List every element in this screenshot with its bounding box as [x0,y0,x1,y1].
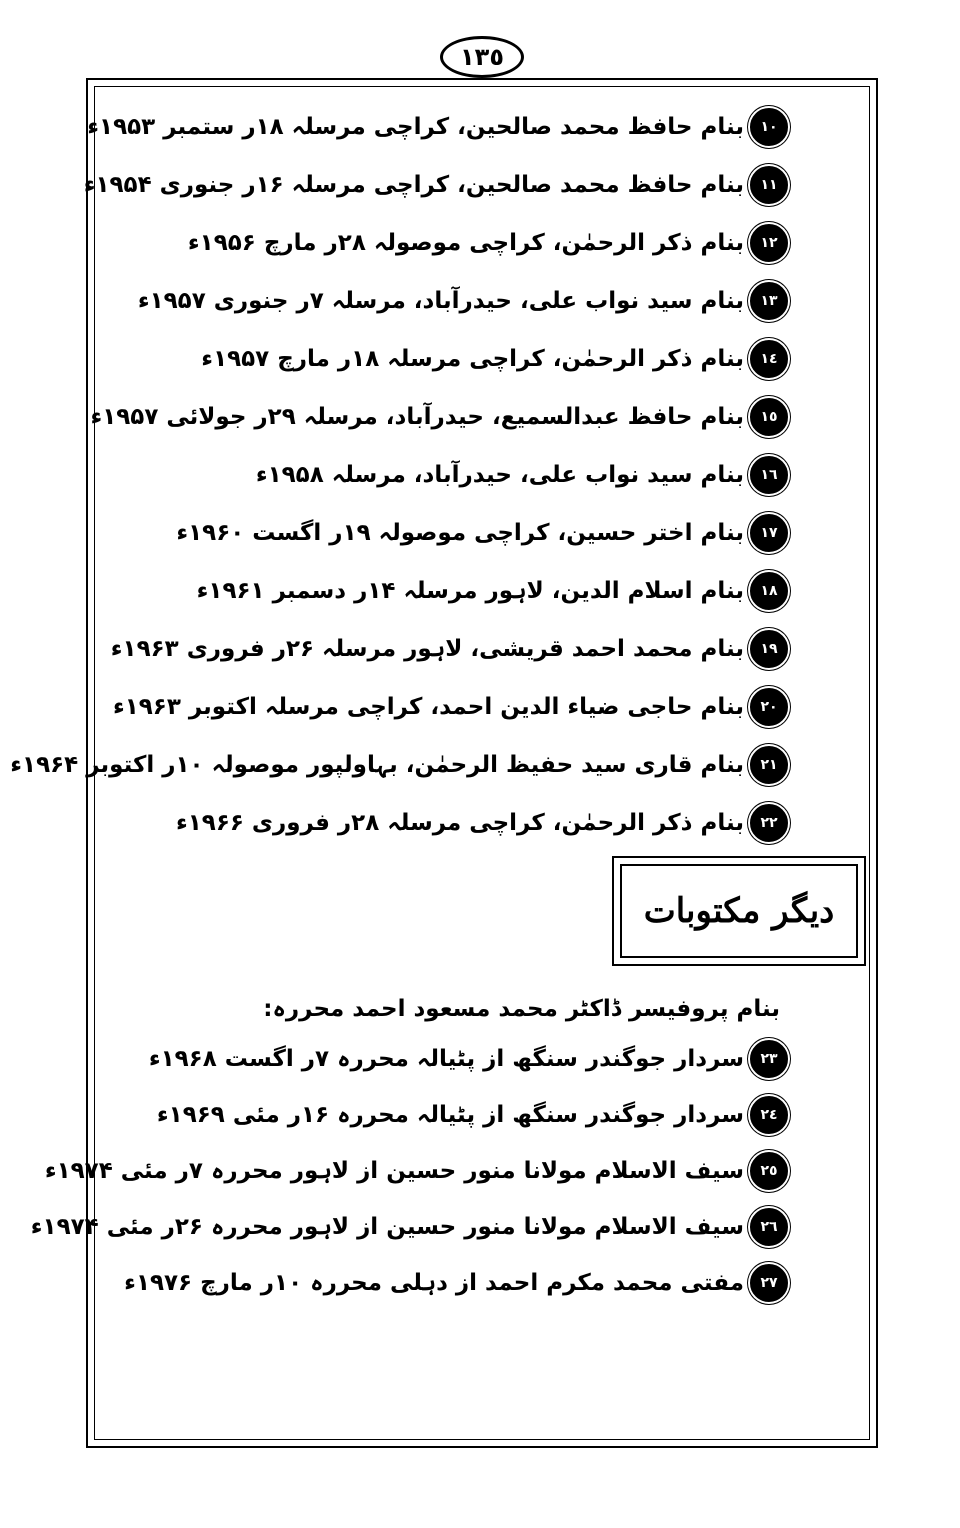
entry-text: بنام اختر حسین، کراچی موصولہ ۱۹ر اگست ۱۹۶۰ء [176,520,744,546]
entry-number-badge: ١٣ [750,282,788,320]
entry-number-badge: ١٢ [750,224,788,262]
entry-number-badge: ١٨ [750,572,788,610]
entry-number-badge: ٢٢ [750,804,788,842]
entry-text: بنام اسلام الدین، لاہور مرسلہ ۱۴ر دسمبر ۱۹۶۱ء [196,578,744,604]
entry-number-badge: ١١ [750,166,788,204]
entry-number-badge: ٢٣ [750,1040,788,1078]
page-number: ١٣٥ [440,36,524,78]
entry-number-badge: ٢٤ [750,1096,788,1134]
entry-number-badge: ١٦ [750,456,788,494]
entry-text: بنام حافظ عبدالسمیع، حیدرآباد، مرسلہ ۲۹ر جولائی ۱۹۵۷ء [90,404,744,430]
entry-text: سردار جوگندر سنگھ از پٹیالہ محررہ ۱۶ر مئی ۱۹۶۹ء [156,1102,744,1128]
list-item [138,276,788,326]
list-item [149,1034,788,1084]
list-item [45,1146,788,1196]
entry-text: مفتی محمد مکرم احمد از دہلی محررہ ۱۰ر مارچ ۱۹۷۶ء [124,1270,744,1296]
list-item [90,392,788,442]
entry-number-badge: ١٩ [750,630,788,668]
entry-text: سیف الاسلام مولانا منور حسین از لاہور محررہ ۷ر مئی ۱۹۷۴ء [44,1158,744,1184]
section-subheading: بنام پروفیسر ڈاکٹر محمد مسعود احمد محررہ: [263,996,780,1022]
entry-text: بنام ذکر الرحمٰن، کراچی مرسلہ ۲۸ر فروری ۱۹۶۶ء [176,810,744,836]
section-heading-frame [620,864,858,958]
list-item [111,624,788,674]
entry-text: بنام حاجی ضیاء الدین احمد، کراچی مرسلہ اکتوبر ۱۹۶۳ء [112,694,744,720]
list-item [201,334,788,384]
list-item [176,508,788,558]
list-item [84,160,788,210]
entry-text: بنام قاری سید حفیظ الرحمٰن، بہاولپور موصولہ ۱۰ر اکتوبر ۱۹۶۴ء [10,752,744,778]
list-item [176,798,788,848]
entry-text: سردار جوگندر سنگھ از پٹیالہ محررہ ۷ر اگست ۱۹۶۸ء [148,1046,744,1072]
entry-text: بنام ذکر الرحمٰن، کراچی موصولہ ۲۸ر مارچ ۱۹۵۶ء [187,230,744,256]
entry-number-badge: ١٧ [750,514,788,552]
entry-number-badge: ٢٥ [750,1152,788,1190]
entry-text: بنام ذکر الرحمٰن، کراچی مرسلہ ۱۸ر مارچ ۱۹۵۷ء [201,346,744,372]
list-item [157,1090,788,1140]
entry-text: بنام محمد احمد قریشی، لاہور مرسلہ ۲۶ر فروری ۱۹۶۳ء [110,636,744,662]
entry-text: بنام حافظ محمد صالحین، کراچی مرسلہ ۱۸ر ستمبر ۱۹۵۳ء [87,114,744,140]
entry-number-badge: ١٤ [750,340,788,378]
list-item [10,740,788,790]
list-item [124,1258,788,1308]
entry-text: بنام حافظ محمد صالحین، کراچی مرسلہ ۱۶ر جنوری ۱۹۵۴ء [83,172,744,198]
section-heading: دیگر مکتوبات [643,891,835,931]
list-item [87,102,788,152]
entry-number-badge: ٢٦ [750,1208,788,1246]
entry-number-badge: ١٥ [750,398,788,436]
list-item [31,1202,788,1252]
list-item [197,566,788,616]
entry-number-badge: ١٠ [750,108,788,146]
entry-text: بنام سید نواب علی، حیدرآباد، مرسلہ ۷ر جنوری ۱۹۵۷ء [137,288,744,314]
list-item [113,682,788,732]
entry-number-badge: ٢١ [750,746,788,784]
entry-text: سیف الاسلام مولانا منور حسین از لاہور محررہ ۲۶ر مئی ۱۹۷۴ء [30,1214,744,1240]
list-item [188,218,788,268]
entry-number-badge: ٢٧ [750,1264,788,1302]
entry-number-badge: ٢٠ [750,688,788,726]
list-item [256,450,788,500]
entry-text: بنام سید نواب علی، حیدرآباد، مرسلہ ۱۹۵۸ء [255,462,744,488]
